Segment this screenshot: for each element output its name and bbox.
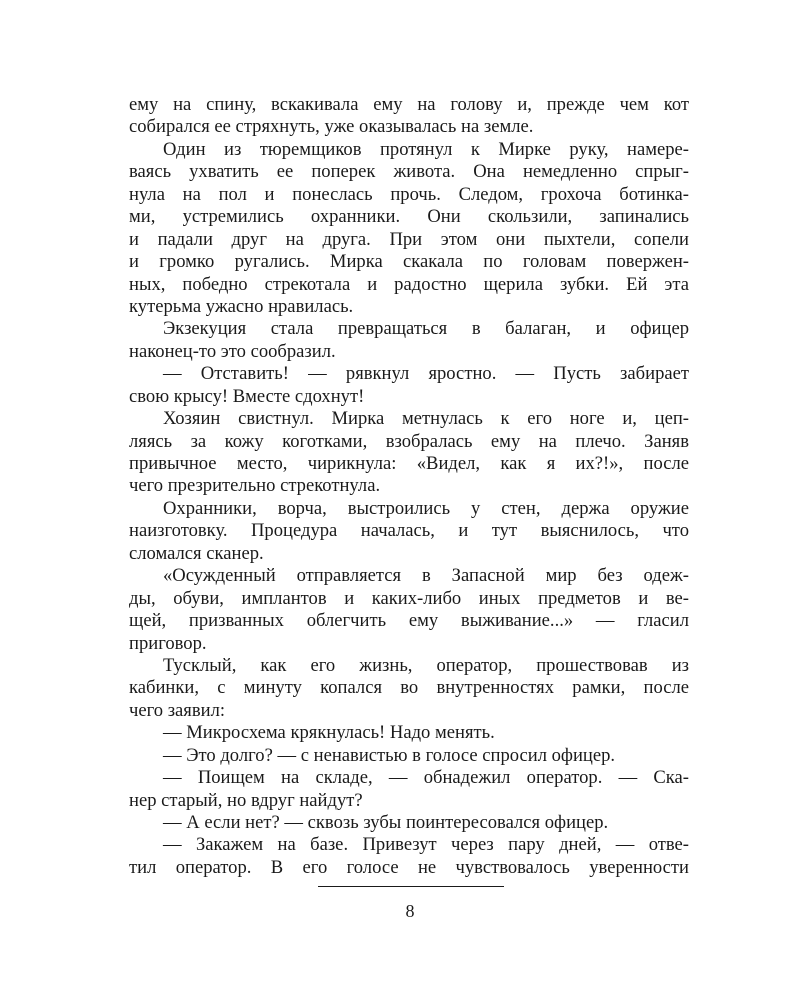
footer-rule [318,886,504,887]
text-line: ды, обуви, имплантов и каких-либо иных предметов и ве- [129,587,689,609]
text-line: приговор. [129,632,207,654]
text-line: Хозяин свистнул. Мирка метнулась к его ноге и, цеп- [163,408,689,430]
text-line: и громко ругались. Мирка скакала по головам повержен- [129,251,689,273]
text-line: и падали друг на друга. При этом они пыхтели, сопели [129,228,689,250]
text-line: свою крысу! Вместе сдохнут! [129,385,365,407]
text-line: — Отставить! — рявкнул яростно. — Пусть забирает [163,363,689,385]
text-line: наизготовку. Процедура началась, и тут выяснилось, что [129,520,689,542]
body-text [129,94,689,879]
text-line: нер старый, но вдруг найдут? [129,789,363,811]
text-line: привычное место, чирикнула: «Видел, как я их?!», после [129,453,689,474]
text-line: собирался ее стряхнуть, уже оказывалась на земле. [129,116,534,138]
text-line: ных, победно стрекотала и радостно щерила зубки. Ей эта [129,273,689,295]
text-line: ваясь ухватить ее поперек живота. Она немедленно спрыг- [129,161,689,183]
text-line: Экзекуция стала превращаться в балаган, и офицер [163,318,689,340]
text-line: ему на спину, вскакивала ему на голову и, прежде чем кот [129,94,689,115]
text-line: сломался сканер. [129,542,264,564]
text-line: щей, призванных облегчить ему выживание...» — гласил [129,610,689,632]
text-line: Охранники, ворча, выстроились у стен, держа оружие [163,497,689,519]
page-number: 8 [405,901,415,921]
text-line: Один из тюремщиков протянул к Мирке руку, намере- [163,138,689,160]
text-line: наконец-то это сообразил. [129,340,336,362]
text-line: кутерьма ужасно нравилась. [129,295,354,317]
text-line: Тусклый, как его жизнь, оператор, прошествовав из [163,654,689,676]
text-line: чего презрительно стрекотнула. [129,475,381,497]
text-line: — Поищем на складе, — обнадежил оператор. — Ска- [163,767,689,789]
text-line: тил оператор. В его голосе не чувствовалось уверенности [129,856,689,878]
text-line: чего заявил: [129,699,226,721]
text-line: — Это долго? — с ненавистью в голосе спросил офицер. [163,744,616,766]
text-line: «Осужденный отправляется в Запасной мир без одеж- [163,565,689,587]
text-line: ляясь за кожу коготками, взобралась ему на плечо. Заняв [129,430,689,452]
text-line: — А если нет? — сквозь зубы поинтересовался офицер. [163,812,609,833]
text-line: кабинки, с минуту копался во внутренностях рамки, после [129,677,689,699]
text-line: ми, устремились охранники. Они скользили, запинались [129,206,689,228]
text-line: — Микросхема крякнулась! Надо менять. [163,722,495,744]
text-line: — Закажем на базе. Привезут через пару дней, — отве- [163,834,689,856]
text-line: нула на пол и понеслась прочь. Следом, грохоча ботинка- [129,183,689,205]
